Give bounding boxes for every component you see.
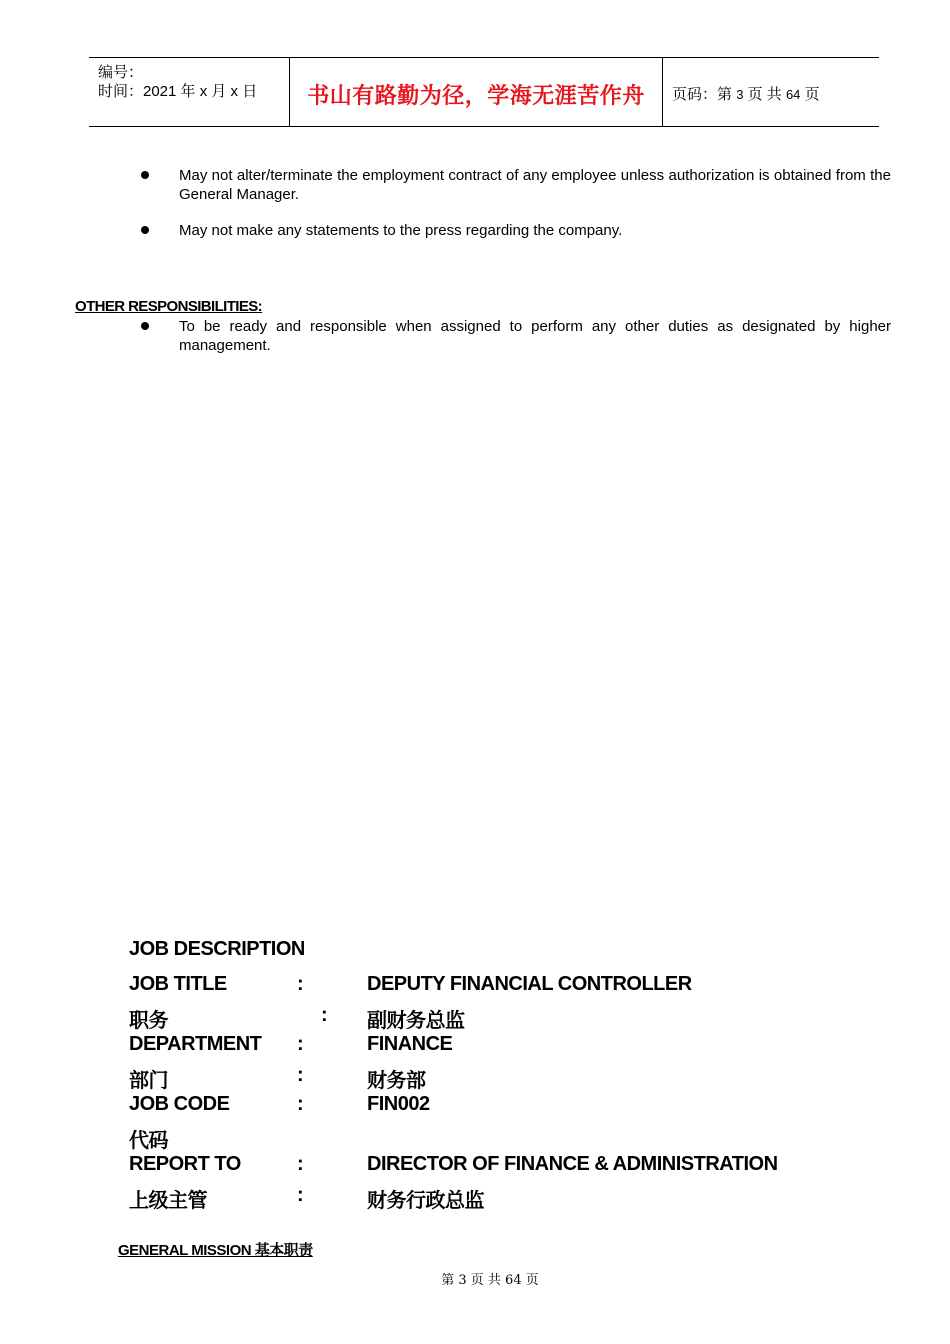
restriction-text: May not alter/terminate the employment contract of any employee unless authorization is obtained from the General Manager. (179, 167, 891, 203)
jd-value: DIRECTOR OF FINANCE & ADMINISTRATION (367, 1153, 778, 1175)
bullet-icon (141, 171, 149, 179)
header-motto-cell (290, 58, 663, 126)
jd-value: FINANCE (367, 1033, 453, 1055)
jd-colon: : (297, 973, 304, 995)
jd-label: 代码 (129, 1130, 168, 1152)
date-line: 时间：2021 年 x 月 x 日 (98, 83, 258, 100)
jd-colon: : (297, 1064, 304, 1086)
jd-label: 职务 (129, 1010, 168, 1032)
header-meta-cell (89, 58, 290, 126)
page-suffix: 页 (804, 86, 820, 103)
page-current: 3 (736, 87, 744, 102)
heading-text: JOB DESCRIPTION (129, 938, 305, 960)
jd-colon: : (297, 1093, 304, 1115)
bullet-icon (141, 322, 149, 330)
page-total: 64 (785, 87, 801, 102)
jd-colon: : (321, 1004, 328, 1026)
page-footer: 第 3 页 共 64 页 (441, 1273, 539, 1288)
page-header (89, 57, 879, 127)
jd-value: DEPUTY FINANCIAL CONTROLLER (367, 973, 692, 995)
jd-label: 上级主管 (129, 1190, 207, 1212)
page-info (672, 83, 820, 104)
jd-label: DEPARTMENT (129, 1033, 262, 1055)
other-responsibilities-title: OTHER RESPONSIBILITIES: (75, 298, 263, 315)
page-mid: 页 共 (747, 86, 782, 103)
page-prefix: 页码：第 (672, 86, 733, 103)
jd-colon: : (297, 1184, 304, 1206)
general-mission-title: GENERAL MISSION 基本职责 (118, 1242, 313, 1259)
jd-value: 财务部 (367, 1070, 426, 1092)
motto: 书山有路勤为径，学海无涯苦作舟 (307, 83, 645, 108)
jd-value: FIN002 (367, 1093, 430, 1115)
jd-colon: : (297, 1153, 304, 1175)
jd-label: 部门 (129, 1070, 168, 1092)
responsibility-text: To be ready and responsible when assigned to perform any other duties as designated by higher management. (179, 318, 891, 354)
jd-value: 副财务总监 (367, 1010, 465, 1032)
restriction-text: May not make any statements to the press regarding the company. (179, 222, 623, 239)
header-page-cell (663, 58, 879, 126)
jd-label: REPORT TO (129, 1153, 241, 1175)
jd-value: 财务行政总监 (367, 1190, 484, 1212)
bullet-icon (141, 226, 149, 234)
number-label: 编号： (98, 64, 144, 81)
jd-label: JOB TITLE (129, 973, 227, 995)
jd-label: JOB CODE (129, 1093, 230, 1115)
jd-colon: : (297, 1033, 304, 1055)
